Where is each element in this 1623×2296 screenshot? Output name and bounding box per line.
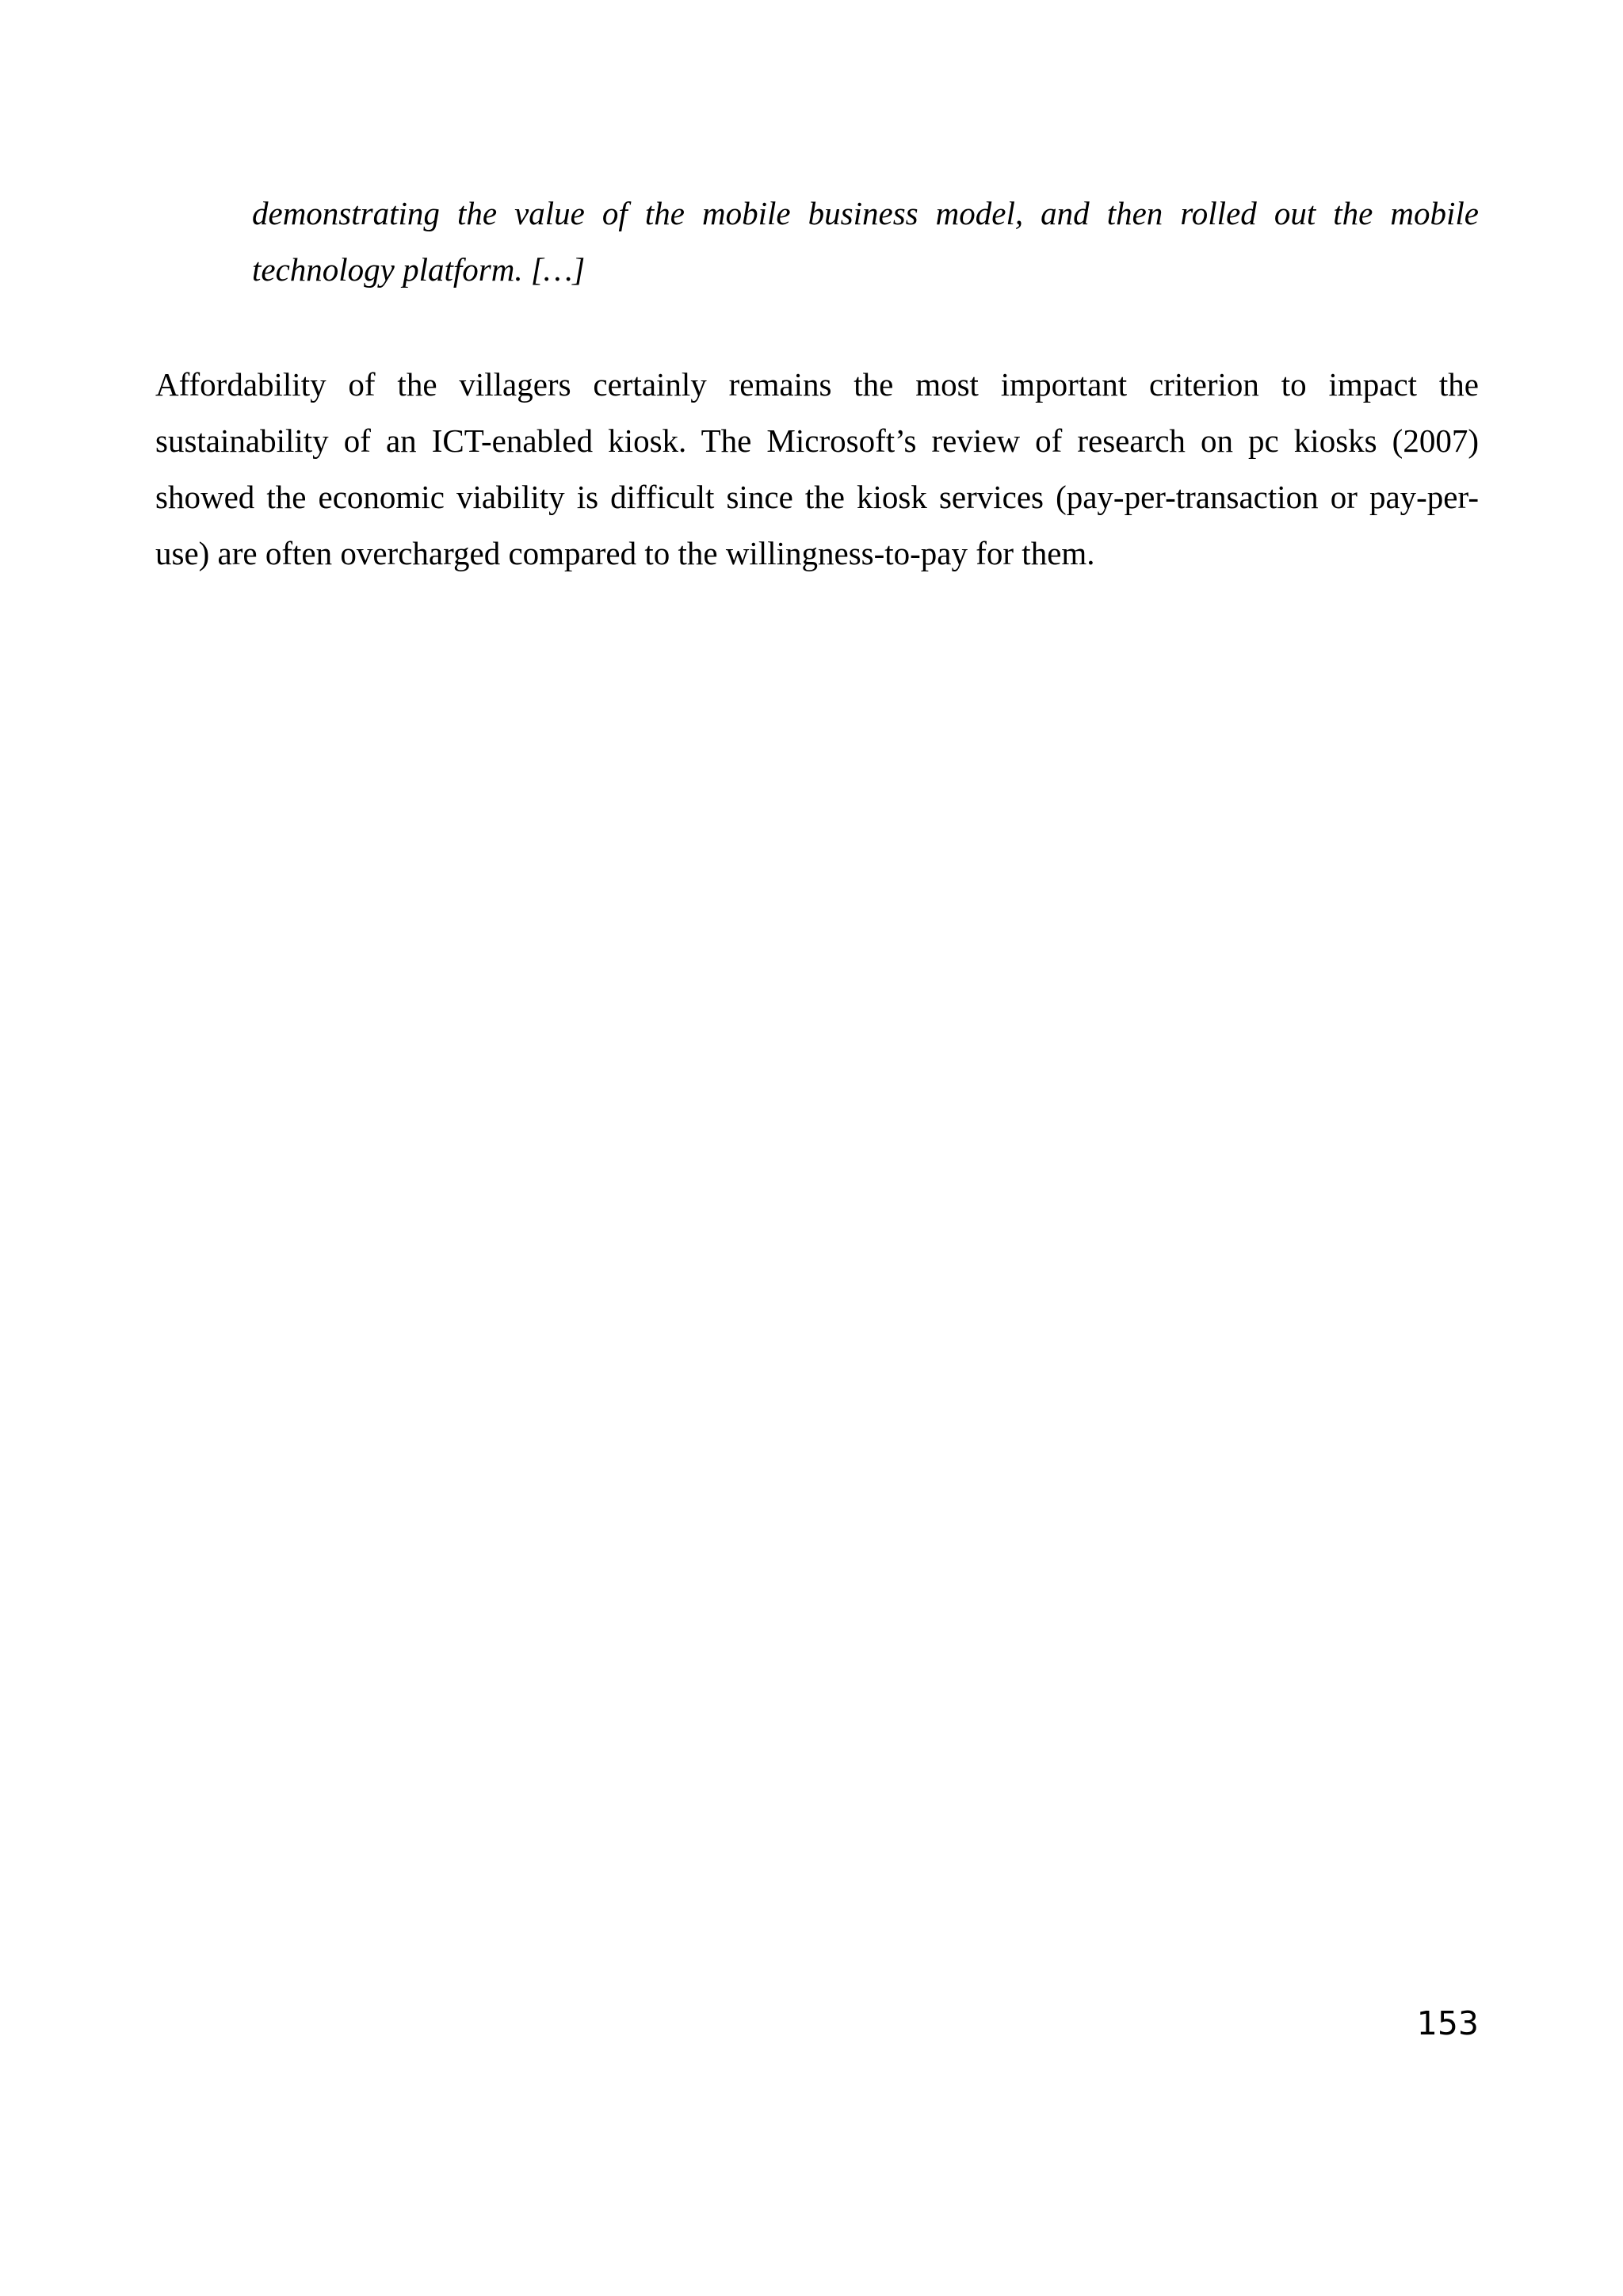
body-paragraph: Affordability of the villagers certainly remains the most important criterion to impact the sustainability of an ICT-enabled kiosk. The Microsoft’s review of research on pc kiosks (2007) showed the economic viability is difficult since the kiosk services (pay-per-transaction or pay-per-use) are often overcharged compared to the willingness-to-pay for them. — [155, 366, 1479, 571]
block-quote: demonstrating the value of the mobile business model, and then rolled out the mobile technology platform. […] — [252, 195, 1479, 288]
page-number: 153 — [1416, 2004, 1479, 2042]
